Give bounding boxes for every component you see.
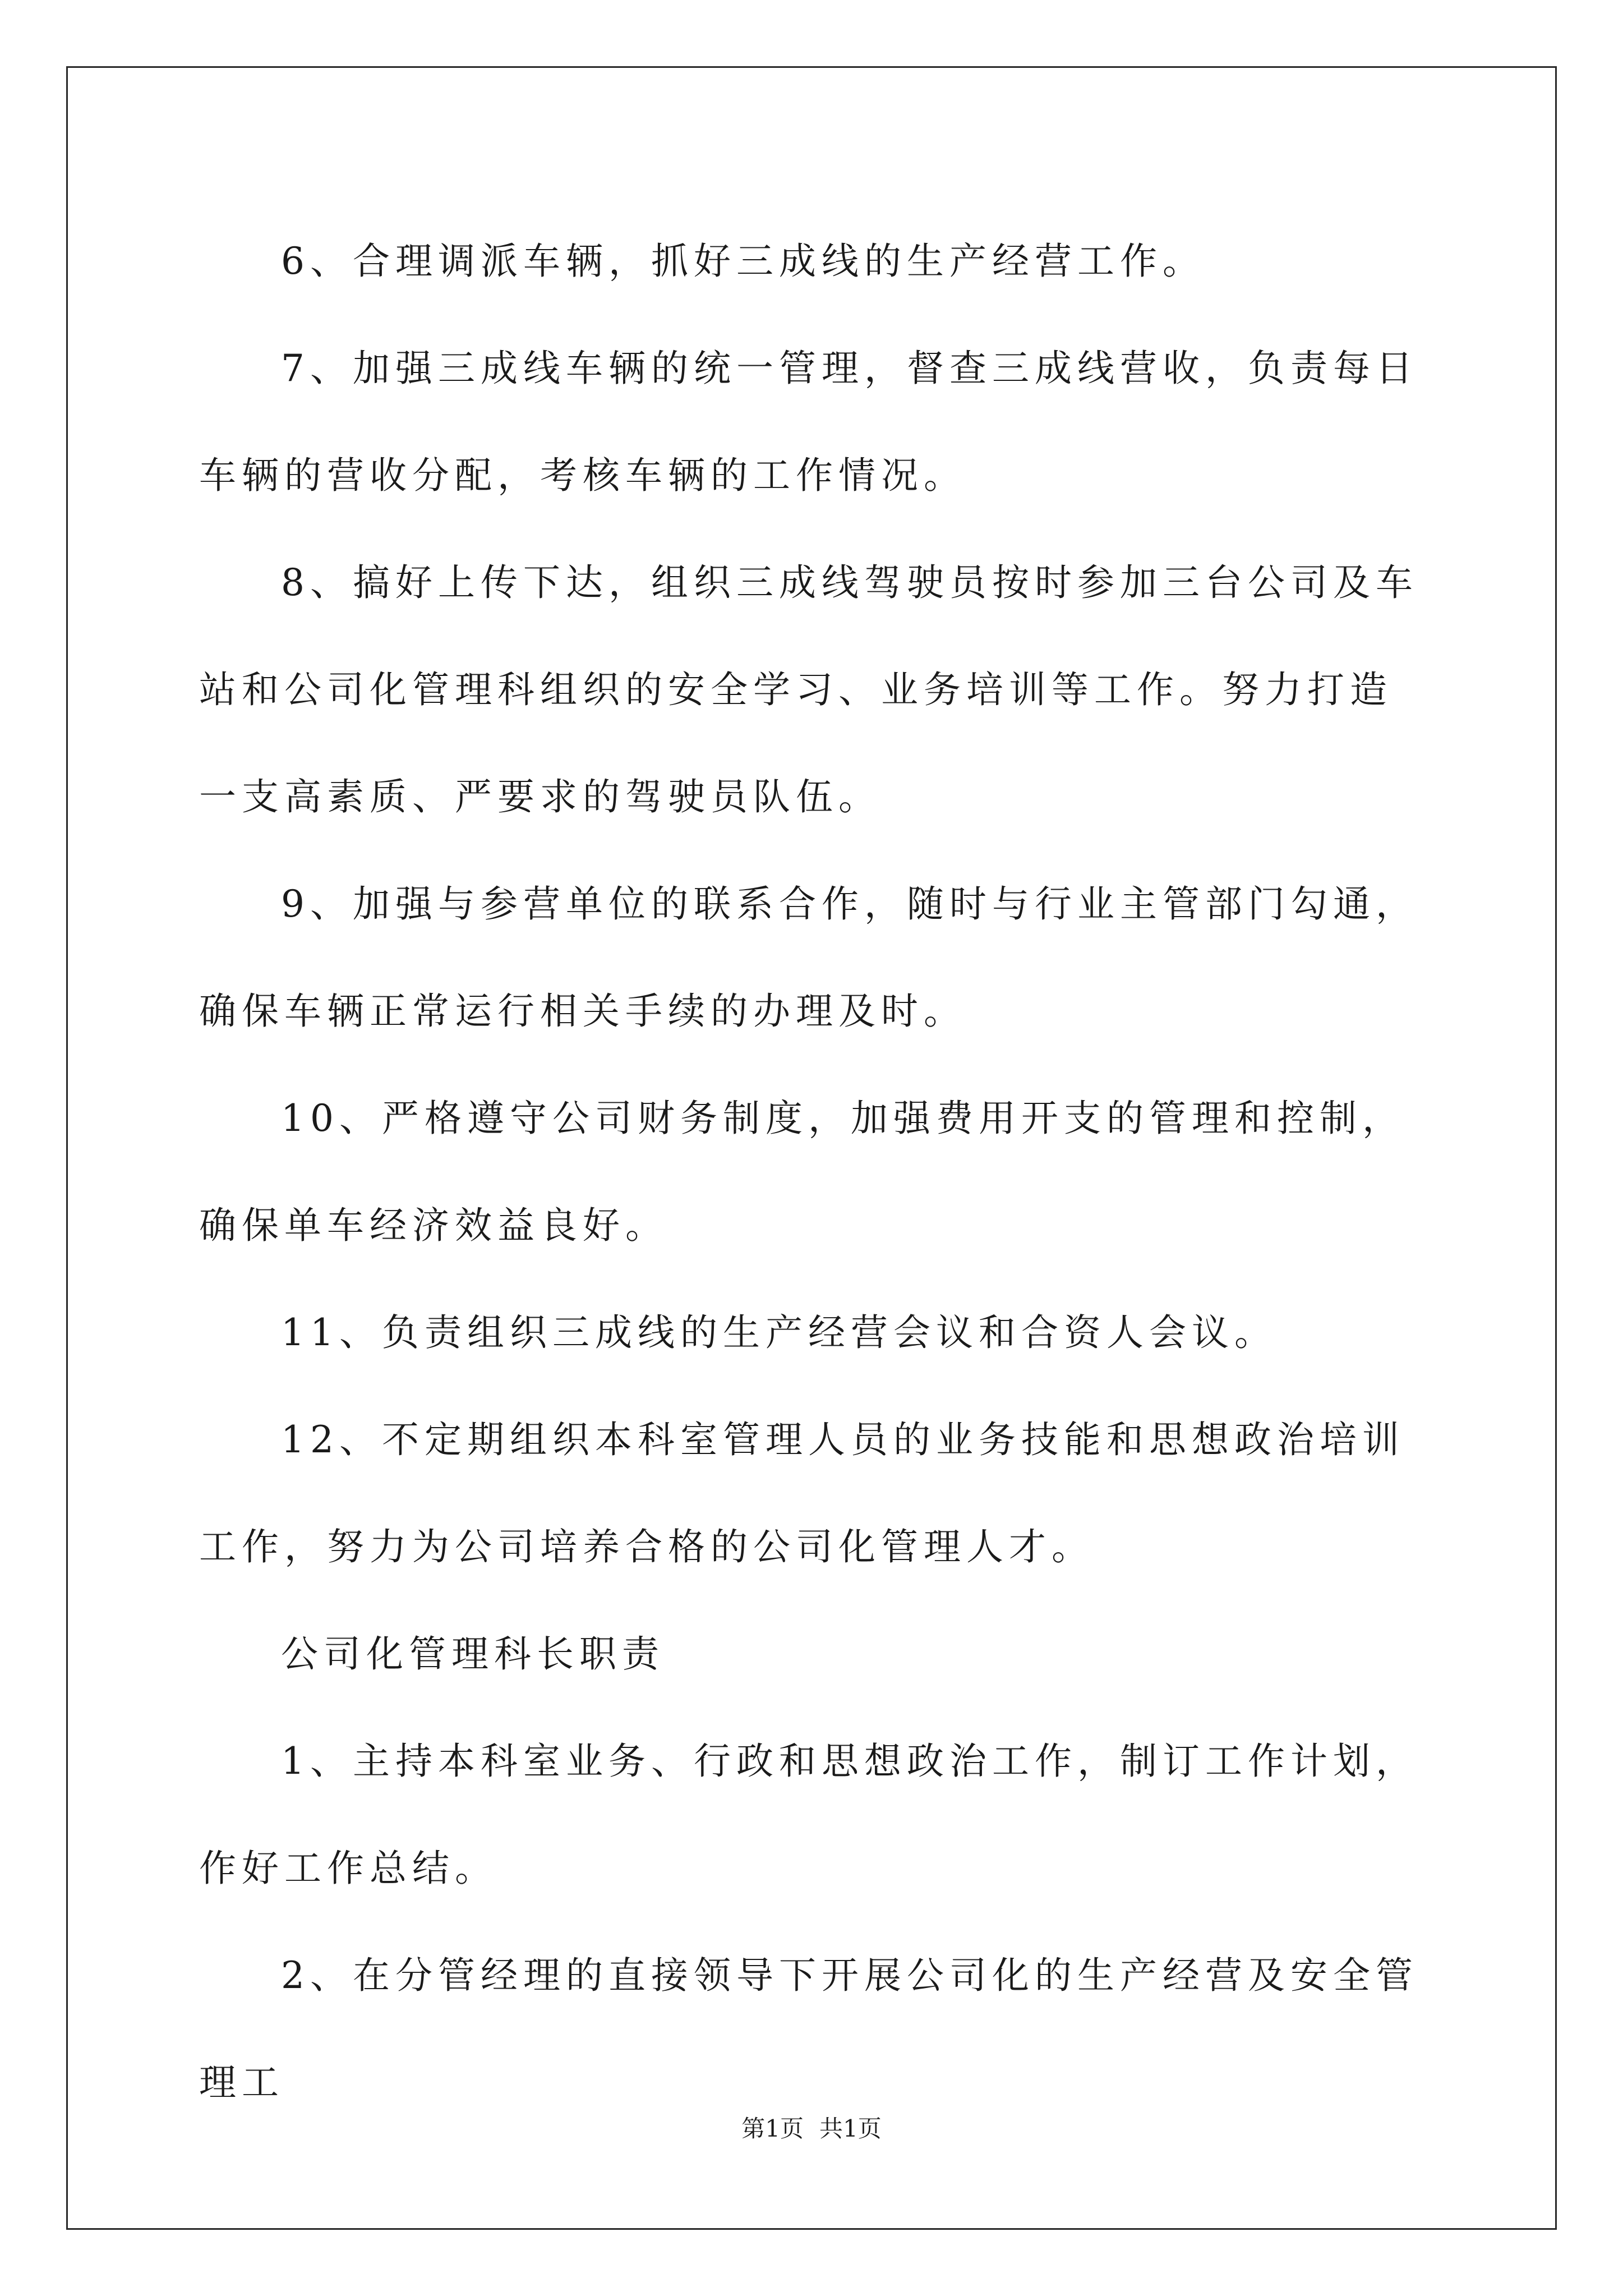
paragraph-item-10: 10、严格遵守公司财务制度，加强费用开支的管理和控制，确保单车经济效益良好。 [199, 1097, 1405, 1247]
document-body [199, 208, 1427, 2136]
page-number: 第1页 [741, 2115, 804, 2142]
duty-item-2: 2、在分管经理的直接领导下开展公司化的生产经营及安全管理工 [199, 1954, 1418, 2104]
paragraph-item-11: 11、负责组织三成线的生产经营会议和合资人会议。 [281, 1311, 1277, 1354]
paragraph-item-8: 8、搞好上传下达，组织三成线驾驶员按时参加三台公司及车站和公司化管理科组织的安全学习、业务培训等工作。努力打造一支高素质、严要求的驾驶员队伍。 [199, 561, 1418, 818]
page-total: 共1页 [819, 2115, 882, 2142]
paragraph-item-9: 9、加强与参营单位的联系合作，随时与行业主管部门勾通，确保车辆正常运行相关手续的办理及时。 [199, 882, 1418, 1033]
section-heading: 公司化管理科长职责 [281, 1632, 665, 1676]
page-footer [0, 2110, 1623, 2144]
duty-item-1: 1、主持本科室业务、行政和思想政治工作，制订工作计划，作好工作总结。 [199, 1740, 1418, 1890]
paragraph-item-12: 12、不定期组织本科室管理人员的业务技能和思想政治培训工作，努力为公司培养合格的公司化管理人才。 [199, 1418, 1405, 1568]
paragraph-item-7: 7、加强三成线车辆的统一管理，督查三成线营收，负责每日车辆的营收分配，考核车辆的工作情况。 [199, 347, 1418, 497]
paragraph-item-6: 6、合理调派车辆，抓好三成线的生产经营工作。 [281, 240, 1205, 283]
